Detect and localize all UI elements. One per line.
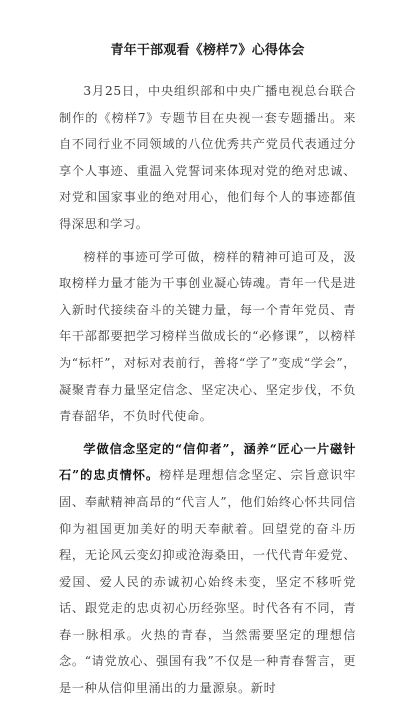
body-paragraph: [59, 244, 356, 430]
paragraph-lead-heading: 学做信念坚定的“信仰者”，涵养“匠心一片磁针石”的忠贞情怀。: [59, 441, 356, 483]
paragraph-text: 榜样的事迹可学可做，榜样的精神可追可及，汲取榜样力量才能为干事创业凝心铸魂。青年一代是进入新时代接续奋斗的关键力量，每一个青年党员、青年干部都要把学习榜样当做成长的“必修课”，以榜样为“标杆”，对标对表前行，善将“学了”变成“学会”，凝聚青春力量坚定信念、坚定决心、坚定步伐，不负青春韶华，不负时代使命。: [59, 249, 356, 424]
paragraph-text: 3月25日，中央组织部和中央广播电视总台联合制作的《榜样7》专题节目在央视一套专题播出。来自不同行业不同领域的八位优秀共产党员代表通过分享个人事迹、重温入党誓词来体现对党的绝对忠诚、对党和国家事业的绝对用心，他们每个人的事迹都值得深思和学习。: [59, 84, 356, 231]
paragraph-text: 榜样是理想信念坚定、宗旨意识牢固、奉献精神高昂的“代言人”，他们始终心怀共同信仰为祖国更加美好的明天奉献着。回望党的奋斗历程，无论风云变幻抑或沧海桑田，一代代青年爱党、爱国、爱人民的赤诚初心始终未变，坚定不移听党话、跟党走的忠贞初心历经弥坚。时代各有不同，青春一脉相承。火热的青春，当然需要坚定的理想信念。“请党放心、强国有我”不仅是一种青春誓言，更是一种从信仰里涌出的力量源泉。新时: [59, 468, 357, 696]
body-paragraph: [59, 78, 356, 238]
body-paragraph: [59, 436, 356, 702]
document-title: 青年干部观看《榜样7》心得体会: [110, 43, 305, 58]
